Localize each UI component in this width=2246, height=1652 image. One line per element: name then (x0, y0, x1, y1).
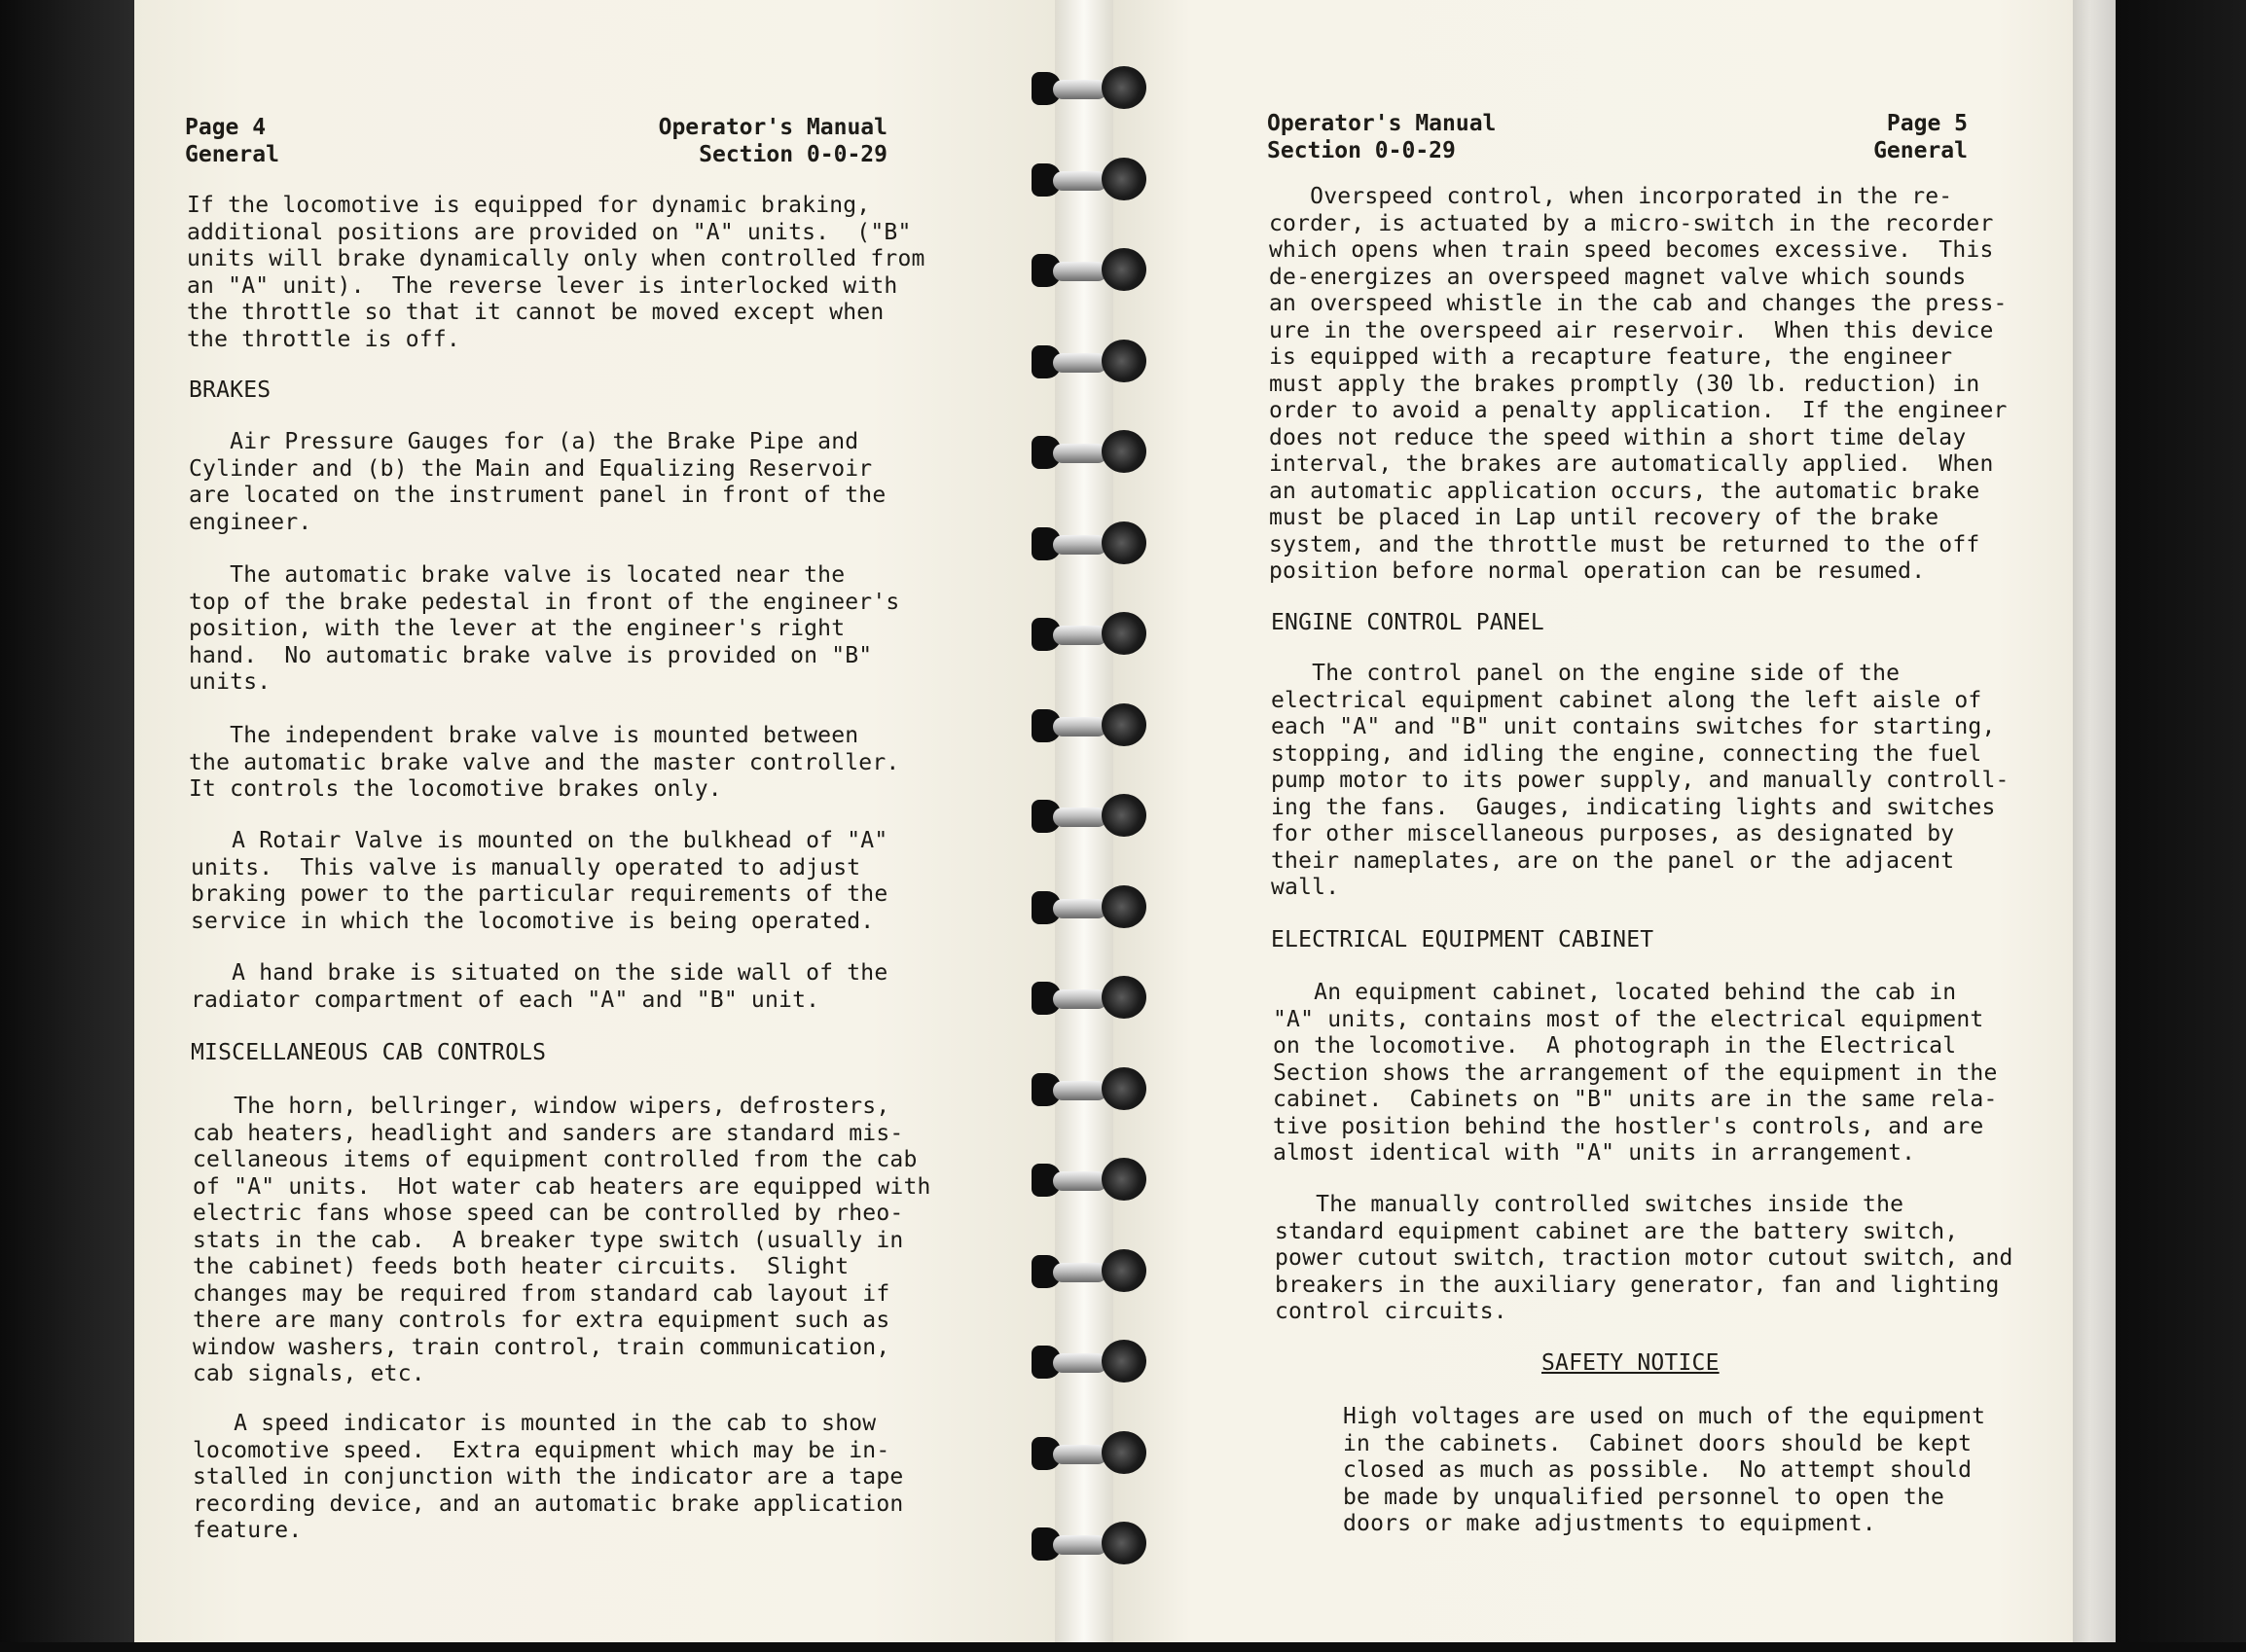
right-manual-title: Operator's Manual (1267, 111, 1497, 136)
heading-safety-notice: SAFETY NOTICE (1541, 1350, 1720, 1376)
paragraph-dynamic-braking: If the locomotive is equipped for dynamic braking, additional positions are provided on "A" units. ("B" units will brake dynamically only when controlled from an "A" unit). The reverse lever is interlocked with the throttle so that it cannot be moved except when the throttle is off. (187, 193, 925, 352)
binding-ring-part (1053, 262, 1107, 281)
binding-ring (1032, 885, 1150, 928)
binding-ring-part (1053, 808, 1107, 827)
heading-brakes: BRAKES (189, 377, 272, 403)
bottom-shadow (0, 1642, 2246, 1652)
left-section-number: Section 0-0-29 (699, 142, 888, 167)
paragraph-horn-bellringer: The horn, bellringer, window wipers, defrosters, cab heaters, headlight and sanders are standard mis- cellaneous items of equipment controlled from the cab of "A" units. Hot water cab heaters are equipped with electric fans whose speed can be controlled by rheo- stats in the cab. A breaker type switch (usually in the cabinet) feeds both heater circuits. Slight changes may be required from standard cab layout if there are many controls for extra equipment such as window washers, train control, train communication, cab signals, etc. (193, 1094, 931, 1386)
paragraph-engine-control-panel: The control panel on the engine side of the electrical equipment cabinet along the left aisle of each "A" and "B" unit contains switches for starting, stopping, and idling the engine, connecting the fuel pump motor to its power supply, and manually controll- ing the fans. Gauges, indicating lights and switches for other miscellaneous purposes, as designated by their nameplates, are on the panel or the adjacent wall. (1271, 661, 2010, 900)
binding-ring (1032, 1340, 1150, 1383)
binding-ring-part (1102, 1431, 1146, 1474)
binding-ring-part (1102, 1067, 1146, 1110)
binding-ring (1032, 612, 1150, 655)
binding-ring-part (1102, 1522, 1146, 1564)
binding-ring (1032, 248, 1150, 291)
binding-ring (1032, 158, 1150, 200)
binding-ring (1032, 976, 1150, 1019)
binding-ring-part (1102, 703, 1146, 746)
background-right (2116, 0, 2246, 1652)
binding-ring-part (1053, 626, 1107, 645)
paragraph-air-pressure-gauges: Air Pressure Gauges for (a) the Brake Pipe and Cylinder and (b) the Main and Equalizing Reservoir are located on the instrument panel in front of the engineer. (189, 429, 887, 535)
binding-ring-part (1053, 1081, 1107, 1100)
background-left (0, 0, 136, 1652)
binding-ring-part (1102, 248, 1146, 291)
binding-ring-part (1053, 717, 1107, 736)
binding-ring (1032, 66, 1150, 109)
binding-ring-part (1102, 340, 1146, 382)
paragraph-overspeed-control: Overspeed control, when incorporated in the re- corder, is actuated by a micro-switch in the recorder which opens when train speed becomes excessive. This de-energizes an overspeed magnet valve which sounds an overspeed whistle in the cab and changes the press- ure in the overspeed air reservoir. When this device is equipped with a recapture feature, the engineer must apply the brakes promptly (30 lb. reduction) in order to avoid a penalty application. If the engineer does not reduce the speed within a short time delay interval, the brakes are automatically applied. When an automatic application occurs, the automatic brake must be placed in Lap until recovery of the brake system, and the throttle must be returned to the off position before normal operation can be resumed. (1269, 184, 2008, 584)
binding-ring-part (1053, 353, 1107, 373)
paragraph-hand-brake: A hand brake is situated on the side wall of the radiator compartment of each "A" and "B" unit. (191, 960, 888, 1013)
binding-ring (1032, 340, 1150, 382)
binding-ring-part (1102, 1340, 1146, 1383)
binding-ring-part (1102, 612, 1146, 655)
binding-ring (1032, 1431, 1150, 1474)
binding-ring-part (1102, 1158, 1146, 1201)
binding-ring (1032, 430, 1150, 473)
binding-ring-part (1102, 66, 1146, 109)
binding-ring (1032, 794, 1150, 837)
binding-ring (1032, 1067, 1150, 1110)
binding-ring (1032, 703, 1150, 746)
heading-engine-control-panel: ENGINE CONTROL PANEL (1271, 610, 1544, 635)
binding-ring-part (1053, 1445, 1107, 1464)
paragraph-safety-notice: High voltages are used on much of the equipment in the cabinets. Cabinet doors should be kept closed as much as possible. No attempt should be made by unqualified personnel to open the doors or make adjustments to equipment. (1343, 1404, 1986, 1536)
binding-ring (1032, 1249, 1150, 1292)
binding-ring-part (1102, 521, 1146, 564)
binding-ring-part (1102, 885, 1146, 928)
paragraph-rotair-valve: A Rotair Valve is mounted on the bulkhead of "A" units. This valve is manually operated to adjust braking power to the particular requirements of the service in which the locomotive is being operated. (191, 828, 888, 934)
page-edges (2073, 0, 2116, 1652)
binding-ring-part (1053, 1263, 1107, 1282)
left-page-number: Page 4 (185, 115, 267, 140)
binding-ring-part (1053, 535, 1107, 555)
right-section-name: General (1873, 138, 1968, 163)
binding-ring-part (1102, 158, 1146, 200)
paragraph-manual-switches: The manually controlled switches inside the standard equipment cabinet are the battery switch, power cutout switch, traction motor cutout switch, and breakers in the auxiliary generator, fan and lighting control circuits. (1275, 1192, 2013, 1324)
binding-ring-part (1053, 989, 1107, 1009)
binding-ring (1032, 1158, 1150, 1201)
paragraph-independent-brake-valve: The independent brake valve is mounted between the automatic brake valve and the master controller. It controls the locomotive brakes only. (189, 723, 900, 802)
binding-ring-part (1053, 444, 1107, 463)
heading-miscellaneous-cab-controls: MISCELLANEOUS CAB CONTROLS (191, 1040, 547, 1065)
paragraph-equipment-cabinet: An equipment cabinet, located behind the cab in "A" units, contains most of the electrical equipment on the locomotive. A photograph in the Electrical Section shows the arrangement of the equipment in the cabinet. Cabinets on "B" units are in the same rela- tive position behind the hostler's controls, and are almost identical with "A" units in arrangement. (1273, 980, 1998, 1166)
heading-electrical-equipment-cabinet: ELECTRICAL EQUIPMENT CABINET (1271, 927, 1654, 952)
binding-ring-part (1053, 1535, 1107, 1555)
binding-ring-part (1053, 899, 1107, 918)
binding-ring (1032, 1522, 1150, 1564)
binding-ring (1032, 521, 1150, 564)
binding-ring-part (1102, 1249, 1146, 1292)
binding-ring-part (1102, 976, 1146, 1019)
binding-ring-part (1053, 1353, 1107, 1373)
binding-ring-part (1102, 430, 1146, 473)
binding-ring-part (1053, 80, 1107, 99)
left-manual-title: Operator's Manual (658, 115, 888, 140)
left-section-name: General (185, 142, 279, 167)
binding-ring-part (1102, 794, 1146, 837)
paragraph-automatic-brake-valve: The automatic brake valve is located near the top of the brake pedestal in front of the engineer's position, with the lever at the engineer's right hand. No automatic brake valve is provided on "B" units. (189, 562, 900, 695)
paragraph-speed-indicator: A speed indicator is mounted in the cab to show locomotive speed. Extra equipment which may be in- stalled in conjunction with the indicator are a tape recording device, and an automatic brake application feature. (193, 1411, 904, 1543)
binding-ring-part (1053, 1171, 1107, 1191)
right-page-number: Page 5 (1886, 111, 1968, 136)
right-section-number: Section 0-0-29 (1267, 138, 1456, 163)
binding-ring-part (1053, 171, 1107, 191)
